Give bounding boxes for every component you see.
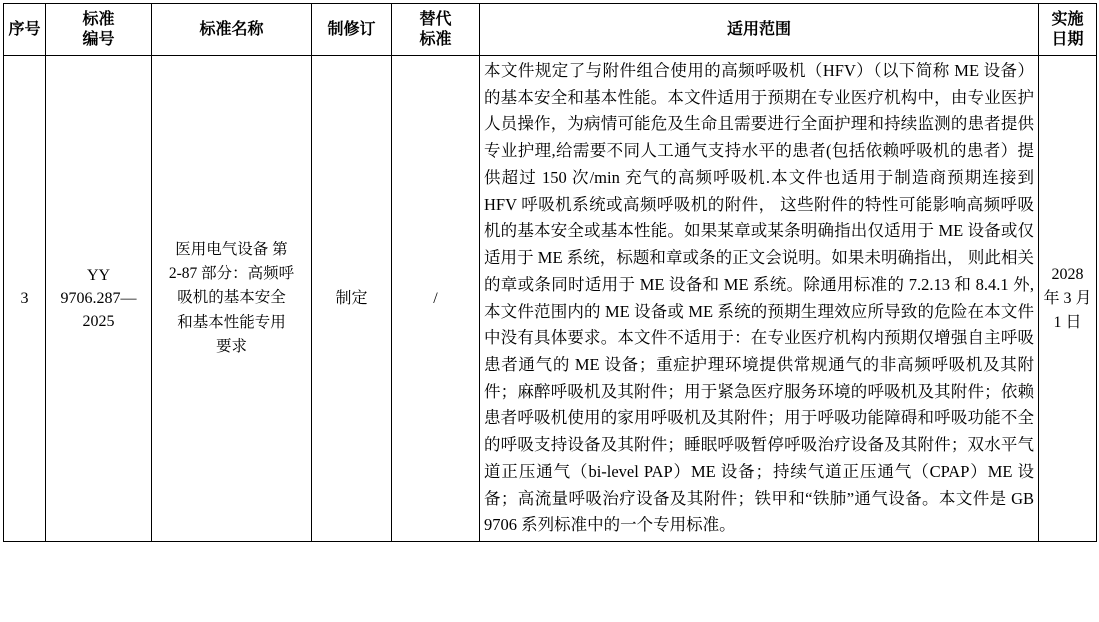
cell-name-line3: 吸机的基本安全: [177, 289, 286, 307]
cell-date-line2: 年 3 月: [1043, 289, 1092, 307]
column-header-date: [1039, 4, 1097, 56]
cell-date-line3: 1 日: [1053, 313, 1082, 331]
column-header-replace: [392, 4, 480, 56]
cell-name: [152, 56, 312, 542]
column-header-revision-text: 制修订: [327, 20, 376, 38]
column-header-code: [46, 4, 152, 56]
cell-name-line2: 2-87 部分：高频呼: [168, 265, 295, 283]
cell-seq: 3: [4, 56, 46, 542]
cell-code-line1: YY: [86, 266, 111, 284]
table-header-row: [4, 4, 1097, 56]
cell-date: [1039, 56, 1097, 542]
column-header-code-line1: 标准: [82, 11, 115, 28]
column-header-revision: [312, 4, 392, 56]
column-header-date-line1: 实施: [1051, 11, 1084, 28]
column-header-name-text: 标准名称: [199, 20, 264, 38]
column-header-scope: [480, 4, 1039, 56]
column-header-name: [152, 4, 312, 56]
standards-table: [3, 3, 1097, 542]
column-header-seq-text: 序号: [8, 20, 41, 38]
column-header-seq: [4, 4, 46, 56]
cell-date-line1: 2028: [1051, 265, 1084, 283]
cell-name-line5: 要求: [215, 337, 247, 355]
column-header-replace-line1: 替代: [419, 11, 452, 28]
cell-scope: [480, 56, 1039, 542]
column-header-date-line2: 日期: [1051, 30, 1084, 48]
scope-text: 本文件规定了与附件组合使用的高频呼吸机（HFV）（以下简称 ME 设备）的基本安全和基本性能。本文件适用于预期在专业医疗机构中，由专业医护人员操作，为病情可能危及生命且需要进行全面护理和持续监测的患者提供专业护理,给需要不同人工通气支持水平的患者(包括依赖呼吸机的患者）提供超过 150 次/min 充气的高频呼吸机.本文件也适用于制造商预期连接到 HFV 呼吸机系统或高频呼吸机的附件， 这些附件的特性可能影响高频呼吸机的基本安全或基本性能。如果某章或某条明确指出仅适用于 ME 设备或仅适用于 ME 系统，标题和章或条的正文会说明。如果未明确指出， 则此相关的章或条同时适用于 ME 设备和 ME 系统。除通用标准的 7.2.13 和 8.4.1 外,本文件范围内的 ME 设备或 ME 系统的预期生理效应所导致的危险在本文件中没有具体要求。本文件不适用于：在专业医疗机构内预期仅增强自主呼吸患者通气的 ME 设备；重症护理环境提供常规通气的非高频呼吸机及其附件；麻醉呼吸机及其附件；用于紧急医疗服务环境的呼吸机及其附件；依赖患者呼吸机使用的家用呼吸机及其附件；用于呼吸功能障碍和呼吸功能不全的呼吸支持设备及其附件；睡眠呼吸暂停呼吸治疗设备及其附件；双水平气道正压通气（bi-level PAP）ME 设备；持续气道正压通气（CPAP）ME 设备；高流量呼吸治疗设备及其附件；铁甲和“铁肺”通气设备。本文件是 GB 9706 系列标准中的一个专用标准。: [484, 61, 1034, 535]
column-header-code-line2: 编号: [82, 30, 115, 48]
column-header-replace-line2: 标准: [419, 30, 452, 48]
column-header-scope-text: 适用范围: [726, 20, 791, 38]
cell-code-line2: 9706.287—: [60, 289, 137, 307]
cell-name-line1: 医用电气设备 第: [175, 241, 288, 259]
cell-code-line3: 2025: [82, 313, 115, 331]
cell-name-line4: 和基本性能专用: [177, 313, 286, 331]
cell-replace: /: [392, 56, 480, 542]
cell-code: [46, 56, 152, 542]
cell-revision: 制定: [312, 56, 392, 542]
table-row: [4, 56, 1097, 542]
